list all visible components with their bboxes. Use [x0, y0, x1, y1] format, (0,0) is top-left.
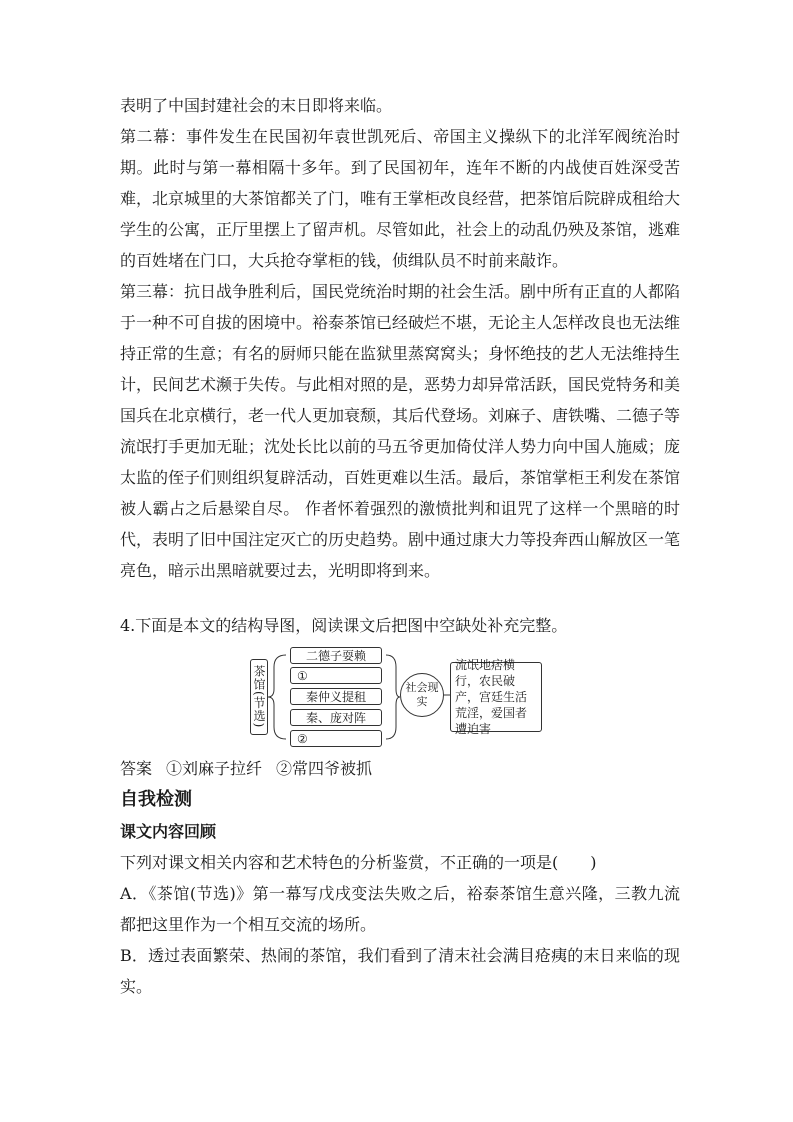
diagram-result-box: 流氓地痞横行，农民破产，宫廷生活荒淫，爱国者遭迫害 — [450, 662, 542, 732]
paragraph-act1-end: 表明了中国封建社会的末日即将来临。 — [120, 96, 393, 115]
answer-label: 答案 — [120, 759, 153, 778]
answer-1: ①刘麻子拉纤 — [166, 759, 263, 778]
paragraph-act2: 第二幕：事件发生在民国初年袁世凯死后、帝国主义操纵下的北洋军阀统治时期。此时与第一幕相隔十多年。到了民国初年，连年不断的内战使百姓深受苦难，北京城里的大茶馆都关了门，唯有王掌柜改良经营，把茶馆后院辟成租给大学生的公寓，正厅里摆上了留声机。尽管如此，社会上的动乱仍殃及茶馆，逃难的百姓堵在门口，大兵抢夺掌柜的钱，侦缉队员不时前来敲诈。 — [120, 127, 681, 270]
answer-line — [120, 753, 680, 784]
structure-diagram — [250, 645, 550, 749]
answer-2: ②常四爷被抓 — [276, 759, 373, 778]
diagram-center-circle: 社会现实 — [400, 673, 444, 717]
diagram-title-box: 茶馆(节选) — [250, 659, 268, 735]
subsection-title: 课文内容回顾 — [120, 822, 217, 841]
diagram-blank-2: ② — [290, 730, 382, 747]
diagram-item-1: 二德子耍赖 — [290, 647, 382, 664]
diagram-item-3: 秦仲义提租 — [290, 688, 382, 705]
section-title: 自我检测 — [120, 789, 192, 810]
diagram-blank-1: ① — [290, 667, 382, 684]
paragraph-act3: 第三幕：抗日战争胜利后，国民党统治时期的社会生活。剧中所有正直的人都陷于一种不可自拔的困境中。裕泰茶馆已经破烂不堪，无论主人怎样改良也无法维持正常的生意；有名的厨师只能在监狱里蒸窝窝头；身怀绝技的艺人无法维持生计，民间艺术濒于失传。与此相对照的是，恶势力却异常活跃，国民党特务和美国兵在北京横行，老一代人更加衰颓，其后代登场。刘麻子、唐铁嘴、二德子等流氓打手更加无耻；沈处长比以前的马五爷更加倚仗洋人势力向中国人施威；庞太监的侄子们则组织复辟活动，百姓更难以生活。最后，茶馆掌柜王利发在茶馆被人霸占之后悬梁自尽。 作者怀着强烈的激愤批判和诅咒了这样一个黑暗的时代，表明了旧中国注定灭亡的历史趋势。剧中通过康大力等投奔西山解放区一笔亮色，暗示出黑暗就要过去，光明即将到来。 — [120, 282, 681, 580]
diagram-item-4: 秦、庞对阵 — [290, 709, 382, 726]
question-stem: 下列对课文相关内容和艺术特色的分析鉴赏，不正确的一项是( ) — [120, 853, 597, 872]
option-b: B．透过表面繁荣、热闹的茶馆，我们看到了清末社会满目疮痍的末日来临的现实。 — [120, 946, 680, 996]
question-4: 4.下面是本文的结构导图，阅读课文后把图中空缺处补充完整。 — [120, 616, 568, 635]
option-a: A．《茶馆(节选)》第一幕写戊戌变法失败之后，裕泰茶馆生意兴隆，三教九流都把这里作为一个相互交流的场所。 — [120, 884, 680, 934]
document-page — [120, 90, 680, 1002]
